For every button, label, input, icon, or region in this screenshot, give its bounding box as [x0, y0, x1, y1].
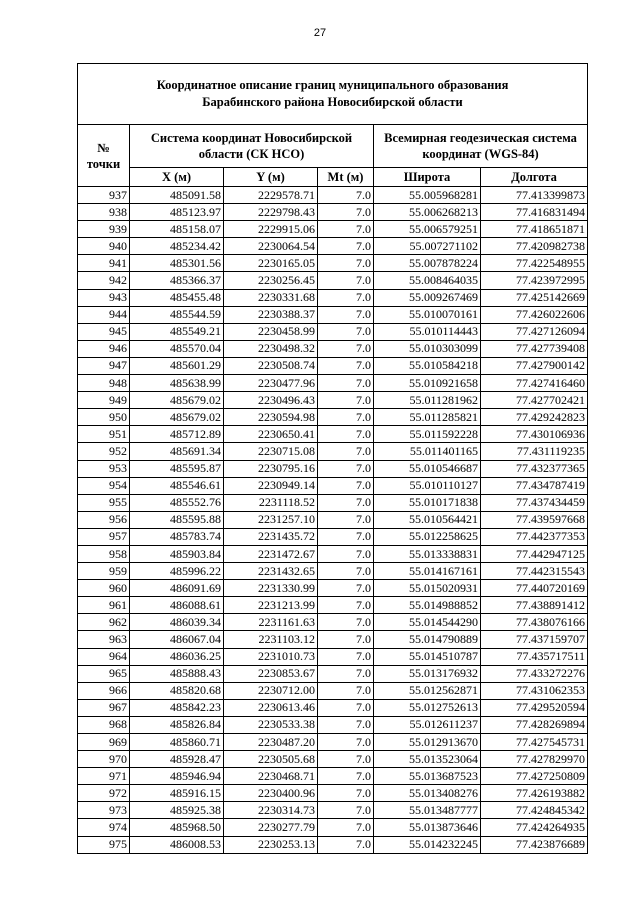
table-row: [78, 682, 588, 699]
point-number-cell: 962: [78, 614, 130, 631]
y-cell: 2230949.14: [224, 477, 318, 494]
latitude-cell: 55.010564421: [374, 511, 481, 528]
mt-cell: 7.0: [318, 204, 374, 221]
y-cell: 2231472.67: [224, 545, 318, 562]
header-point-number: № точки: [78, 125, 130, 187]
table-row: [78, 460, 588, 477]
latitude-cell: 55.014988852: [374, 597, 481, 614]
point-number-cell: 969: [78, 734, 130, 751]
x-cell: 485783.74: [130, 528, 224, 545]
table-row: [78, 443, 588, 460]
mt-cell: 7.0: [318, 665, 374, 682]
y-cell: 2230650.41: [224, 426, 318, 443]
longitude-cell: 77.437434459: [481, 494, 588, 511]
table-row: [78, 665, 588, 682]
header-y: Y (м): [224, 168, 318, 187]
longitude-cell: 77.442315543: [481, 563, 588, 580]
longitude-cell: 77.438891412: [481, 597, 588, 614]
table-row: [78, 716, 588, 733]
table-row: [78, 477, 588, 494]
x-cell: 485570.04: [130, 340, 224, 357]
longitude-cell: 77.427900142: [481, 357, 588, 374]
x-cell: 485552.76: [130, 494, 224, 511]
longitude-cell: 77.427416460: [481, 375, 588, 392]
x-cell: 486088.61: [130, 597, 224, 614]
latitude-cell: 55.005968281: [374, 187, 481, 204]
longitude-cell: 77.427126094: [481, 323, 588, 340]
mt-cell: 7.0: [318, 443, 374, 460]
y-cell: 2231010.73: [224, 648, 318, 665]
longitude-cell: 77.413399873: [481, 187, 588, 204]
table-row: [78, 409, 588, 426]
latitude-cell: 55.013687523: [374, 768, 481, 785]
longitude-cell: 77.420982738: [481, 238, 588, 255]
mt-cell: 7.0: [318, 648, 374, 665]
longitude-cell: 77.437159707: [481, 631, 588, 648]
mt-cell: 7.0: [318, 734, 374, 751]
point-number-cell: 941: [78, 255, 130, 272]
longitude-cell: 77.424845342: [481, 802, 588, 819]
y-cell: 2230277.79: [224, 819, 318, 836]
latitude-cell: 55.010921658: [374, 375, 481, 392]
y-cell: 2230853.67: [224, 665, 318, 682]
point-number-cell: 966: [78, 682, 130, 699]
y-cell: 2230256.45: [224, 272, 318, 289]
y-cell: 2231257.10: [224, 511, 318, 528]
x-cell: 485638.99: [130, 375, 224, 392]
table-row: [78, 392, 588, 409]
point-number-cell: 937: [78, 187, 130, 204]
point-number-cell: 970: [78, 751, 130, 768]
latitude-cell: 55.010114443: [374, 323, 481, 340]
x-cell: 485158.07: [130, 221, 224, 238]
mt-cell: 7.0: [318, 614, 374, 631]
latitude-cell: 55.011401165: [374, 443, 481, 460]
latitude-cell: 55.007878224: [374, 255, 481, 272]
page-number: 27: [313, 27, 327, 39]
table-row: [78, 563, 588, 580]
table-row: [78, 580, 588, 597]
table-row: [78, 528, 588, 545]
x-cell: 485860.71: [130, 734, 224, 751]
x-cell: 485996.22: [130, 563, 224, 580]
latitude-cell: 55.015020931: [374, 580, 481, 597]
point-number-cell: 953: [78, 460, 130, 477]
y-cell: 2230508.74: [224, 357, 318, 374]
x-cell: 485916.15: [130, 785, 224, 802]
x-cell: 485123.97: [130, 204, 224, 221]
point-number-cell: 947: [78, 357, 130, 374]
mt-cell: 7.0: [318, 477, 374, 494]
point-number-cell: 940: [78, 238, 130, 255]
mt-cell: 7.0: [318, 494, 374, 511]
latitude-cell: 55.011281962: [374, 392, 481, 409]
table-row: [78, 785, 588, 802]
mt-cell: 7.0: [318, 597, 374, 614]
latitude-cell: 55.010303099: [374, 340, 481, 357]
x-cell: 485946.94: [130, 768, 224, 785]
latitude-cell: 55.011285821: [374, 409, 481, 426]
table-row: [78, 306, 588, 323]
point-number-cell: 954: [78, 477, 130, 494]
mt-cell: 7.0: [318, 426, 374, 443]
point-number-cell: 948: [78, 375, 130, 392]
longitude-cell: 77.442377353: [481, 528, 588, 545]
point-number-cell: 952: [78, 443, 130, 460]
y-cell: 2230477.96: [224, 375, 318, 392]
x-cell: 485925.38: [130, 802, 224, 819]
mt-cell: 7.0: [318, 221, 374, 238]
point-number-cell: 964: [78, 648, 130, 665]
mt-cell: 7.0: [318, 409, 374, 426]
point-number-cell: 939: [78, 221, 130, 238]
mt-cell: 7.0: [318, 323, 374, 340]
x-cell: 485679.02: [130, 409, 224, 426]
x-cell: 485301.56: [130, 255, 224, 272]
x-cell: 485903.84: [130, 545, 224, 562]
y-cell: 2230064.54: [224, 238, 318, 255]
longitude-cell: 77.425142669: [481, 289, 588, 306]
mt-cell: 7.0: [318, 238, 374, 255]
y-cell: 2231103.12: [224, 631, 318, 648]
longitude-cell: 77.424264935: [481, 819, 588, 836]
longitude-cell: 77.431062353: [481, 682, 588, 699]
latitude-cell: 55.013523064: [374, 751, 481, 768]
mt-cell: 7.0: [318, 289, 374, 306]
x-cell: 486039.34: [130, 614, 224, 631]
x-cell: 486067.04: [130, 631, 224, 648]
point-number-cell: 943: [78, 289, 130, 306]
table-row: [78, 204, 588, 221]
mt-cell: 7.0: [318, 631, 374, 648]
latitude-cell: 55.014544290: [374, 614, 481, 631]
point-number-cell: 938: [78, 204, 130, 221]
latitude-cell: 55.013873646: [374, 819, 481, 836]
point-number-cell: 973: [78, 802, 130, 819]
latitude-cell: 55.010171838: [374, 494, 481, 511]
mt-cell: 7.0: [318, 785, 374, 802]
point-number-cell: 960: [78, 580, 130, 597]
point-number-cell: 949: [78, 392, 130, 409]
latitude-cell: 55.012611237: [374, 716, 481, 733]
table-row: [78, 751, 588, 768]
mt-cell: 7.0: [318, 187, 374, 204]
point-number-cell: 972: [78, 785, 130, 802]
point-number-cell: 959: [78, 563, 130, 580]
x-cell: 485601.29: [130, 357, 224, 374]
x-cell: 485968.50: [130, 819, 224, 836]
point-number-cell: 946: [78, 340, 130, 357]
mt-cell: 7.0: [318, 545, 374, 562]
x-cell: 485546.61: [130, 477, 224, 494]
table-row: [78, 614, 588, 631]
latitude-cell: 55.014232245: [374, 836, 481, 853]
y-cell: 2230533.38: [224, 716, 318, 733]
y-cell: 2231432.65: [224, 563, 318, 580]
y-cell: 2231435.72: [224, 528, 318, 545]
point-number-cell: 955: [78, 494, 130, 511]
mt-cell: 7.0: [318, 682, 374, 699]
point-number-cell: 967: [78, 699, 130, 716]
longitude-cell: 77.429520594: [481, 699, 588, 716]
point-number-cell: 958: [78, 545, 130, 562]
y-cell: 2231161.63: [224, 614, 318, 631]
longitude-cell: 77.427545731: [481, 734, 588, 751]
mt-cell: 7.0: [318, 699, 374, 716]
point-number-cell: 963: [78, 631, 130, 648]
latitude-cell: 55.007271102: [374, 238, 481, 255]
x-cell: 485712.89: [130, 426, 224, 443]
latitude-cell: 55.010110127: [374, 477, 481, 494]
x-cell: 485595.88: [130, 511, 224, 528]
header-longitude: Долгота: [481, 168, 588, 187]
point-number-cell: 942: [78, 272, 130, 289]
point-number-cell: 951: [78, 426, 130, 443]
header-latitude: Широта: [374, 168, 481, 187]
mt-cell: 7.0: [318, 511, 374, 528]
latitude-cell: 55.010546687: [374, 460, 481, 477]
x-cell: 485842.23: [130, 699, 224, 716]
table-row: [78, 494, 588, 511]
longitude-cell: 77.431119235: [481, 443, 588, 460]
y-cell: 2230165.05: [224, 255, 318, 272]
longitude-cell: 77.423876689: [481, 836, 588, 853]
table-row: [78, 323, 588, 340]
y-cell: 2230715.08: [224, 443, 318, 460]
point-number-cell: 975: [78, 836, 130, 853]
x-cell: 485888.43: [130, 665, 224, 682]
latitude-cell: 55.006268213: [374, 204, 481, 221]
y-cell: 2229798.43: [224, 204, 318, 221]
point-number-cell: 961: [78, 597, 130, 614]
table-row: [78, 819, 588, 836]
longitude-cell: 77.442947125: [481, 545, 588, 562]
header-system-wgs84: Всемирная геодезическая система координат (WGS-84): [374, 125, 588, 168]
longitude-cell: 77.422548955: [481, 255, 588, 272]
table-row: [78, 340, 588, 357]
x-cell: 485826.84: [130, 716, 224, 733]
point-number-cell: 965: [78, 665, 130, 682]
latitude-cell: 55.012913670: [374, 734, 481, 751]
table-row: [78, 272, 588, 289]
x-cell: 485455.48: [130, 289, 224, 306]
mt-cell: 7.0: [318, 802, 374, 819]
mt-cell: 7.0: [318, 340, 374, 357]
header-x: X (м): [130, 168, 224, 187]
table-row: [78, 187, 588, 204]
table-row: [78, 768, 588, 785]
y-cell: 2231330.99: [224, 580, 318, 597]
y-cell: 2230331.68: [224, 289, 318, 306]
table-row: [78, 511, 588, 528]
mt-cell: 7.0: [318, 255, 374, 272]
y-cell: 2230468.71: [224, 768, 318, 785]
point-number-cell: 968: [78, 716, 130, 733]
longitude-cell: 77.439597668: [481, 511, 588, 528]
latitude-cell: 55.014167161: [374, 563, 481, 580]
x-cell: 485595.87: [130, 460, 224, 477]
longitude-cell: 77.434787419: [481, 477, 588, 494]
table-row: [78, 699, 588, 716]
latitude-cell: 55.013338831: [374, 545, 481, 562]
table-row: [78, 648, 588, 665]
x-cell: 485820.68: [130, 682, 224, 699]
y-cell: 2229915.06: [224, 221, 318, 238]
x-cell: 485234.42: [130, 238, 224, 255]
table-row: [78, 545, 588, 562]
point-number-cell: 944: [78, 306, 130, 323]
y-cell: 2230487.20: [224, 734, 318, 751]
y-cell: 2231118.52: [224, 494, 318, 511]
y-cell: 2230498.32: [224, 340, 318, 357]
table-row: [78, 375, 588, 392]
header-mt: Mt (м): [318, 168, 374, 187]
longitude-cell: 77.433272276: [481, 665, 588, 682]
mt-cell: 7.0: [318, 819, 374, 836]
longitude-cell: 77.427250809: [481, 768, 588, 785]
y-cell: 2230314.73: [224, 802, 318, 819]
table-row: [78, 802, 588, 819]
point-number-cell: 971: [78, 768, 130, 785]
x-cell: 485928.47: [130, 751, 224, 768]
latitude-cell: 55.011592228: [374, 426, 481, 443]
longitude-cell: 77.429242823: [481, 409, 588, 426]
table-row: [78, 255, 588, 272]
longitude-cell: 77.430106936: [481, 426, 588, 443]
mt-cell: 7.0: [318, 716, 374, 733]
table-row: [78, 631, 588, 648]
longitude-cell: 77.426193882: [481, 785, 588, 802]
point-number-cell: 945: [78, 323, 130, 340]
y-cell: 2230496.43: [224, 392, 318, 409]
longitude-cell: 77.432377365: [481, 460, 588, 477]
coordinates-table: [77, 63, 588, 854]
longitude-cell: 77.427829970: [481, 751, 588, 768]
y-cell: 2231213.99: [224, 597, 318, 614]
x-cell: 485544.59: [130, 306, 224, 323]
table-body: [78, 187, 588, 854]
point-number-cell: 957: [78, 528, 130, 545]
longitude-cell: 77.423972995: [481, 272, 588, 289]
table-row: [78, 734, 588, 751]
table-title: [78, 64, 588, 125]
longitude-cell: 77.427702421: [481, 392, 588, 409]
point-number-cell: 974: [78, 819, 130, 836]
longitude-cell: 77.438076166: [481, 614, 588, 631]
longitude-cell: 77.418651871: [481, 221, 588, 238]
mt-cell: 7.0: [318, 375, 374, 392]
x-cell: 485691.34: [130, 443, 224, 460]
mt-cell: 7.0: [318, 563, 374, 580]
longitude-cell: 77.428269894: [481, 716, 588, 733]
latitude-cell: 55.010584218: [374, 357, 481, 374]
table-row: [78, 238, 588, 255]
y-cell: 2230400.96: [224, 785, 318, 802]
latitude-cell: 55.006579251: [374, 221, 481, 238]
table-row: [78, 289, 588, 306]
x-cell: 485091.58: [130, 187, 224, 204]
y-cell: 2229578.71: [224, 187, 318, 204]
point-number-cell: 956: [78, 511, 130, 528]
x-cell: 486008.53: [130, 836, 224, 853]
table-row: [78, 597, 588, 614]
mt-cell: 7.0: [318, 306, 374, 323]
mt-cell: 7.0: [318, 460, 374, 477]
y-cell: 2230712.00: [224, 682, 318, 699]
y-cell: 2230388.37: [224, 306, 318, 323]
longitude-cell: 77.426022606: [481, 306, 588, 323]
latitude-cell: 55.014790889: [374, 631, 481, 648]
mt-cell: 7.0: [318, 751, 374, 768]
y-cell: 2230613.46: [224, 699, 318, 716]
longitude-cell: 77.440720169: [481, 580, 588, 597]
title-line-1: Координатное описание границ муниципального образования: [156, 78, 509, 92]
mt-cell: 7.0: [318, 580, 374, 597]
latitude-cell: 55.012258625: [374, 528, 481, 545]
y-cell: 2230458.99: [224, 323, 318, 340]
y-cell: 2230795.16: [224, 460, 318, 477]
latitude-cell: 55.008464035: [374, 272, 481, 289]
x-cell: 486036.25: [130, 648, 224, 665]
latitude-cell: 55.009267469: [374, 289, 481, 306]
latitude-cell: 55.013487777: [374, 802, 481, 819]
title-line-2: Барабинского района Новосибирской области: [202, 95, 463, 109]
table-row: [78, 836, 588, 853]
x-cell: 485679.02: [130, 392, 224, 409]
longitude-cell: 77.416831494: [481, 204, 588, 221]
table-row: [78, 357, 588, 374]
header-system-nso: Система координат Новосибирской области (СК НСО): [130, 125, 374, 168]
y-cell: 2230253.13: [224, 836, 318, 853]
mt-cell: 7.0: [318, 392, 374, 409]
latitude-cell: 55.013176932: [374, 665, 481, 682]
longitude-cell: 77.427739408: [481, 340, 588, 357]
table-row: [78, 426, 588, 443]
mt-cell: 7.0: [318, 768, 374, 785]
y-cell: 2230505.68: [224, 751, 318, 768]
x-cell: 485366.37: [130, 272, 224, 289]
point-number-cell: 950: [78, 409, 130, 426]
latitude-cell: 55.012752613: [374, 699, 481, 716]
mt-cell: 7.0: [318, 528, 374, 545]
mt-cell: 7.0: [318, 272, 374, 289]
mt-cell: 7.0: [318, 357, 374, 374]
y-cell: 2230594.98: [224, 409, 318, 426]
latitude-cell: 55.012562871: [374, 682, 481, 699]
latitude-cell: 55.010070161: [374, 306, 481, 323]
latitude-cell: 55.014510787: [374, 648, 481, 665]
latitude-cell: 55.013408276: [374, 785, 481, 802]
longitude-cell: 77.435717511: [481, 648, 588, 665]
x-cell: 485549.21: [130, 323, 224, 340]
x-cell: 486091.69: [130, 580, 224, 597]
table-row: [78, 221, 588, 238]
mt-cell: 7.0: [318, 836, 374, 853]
